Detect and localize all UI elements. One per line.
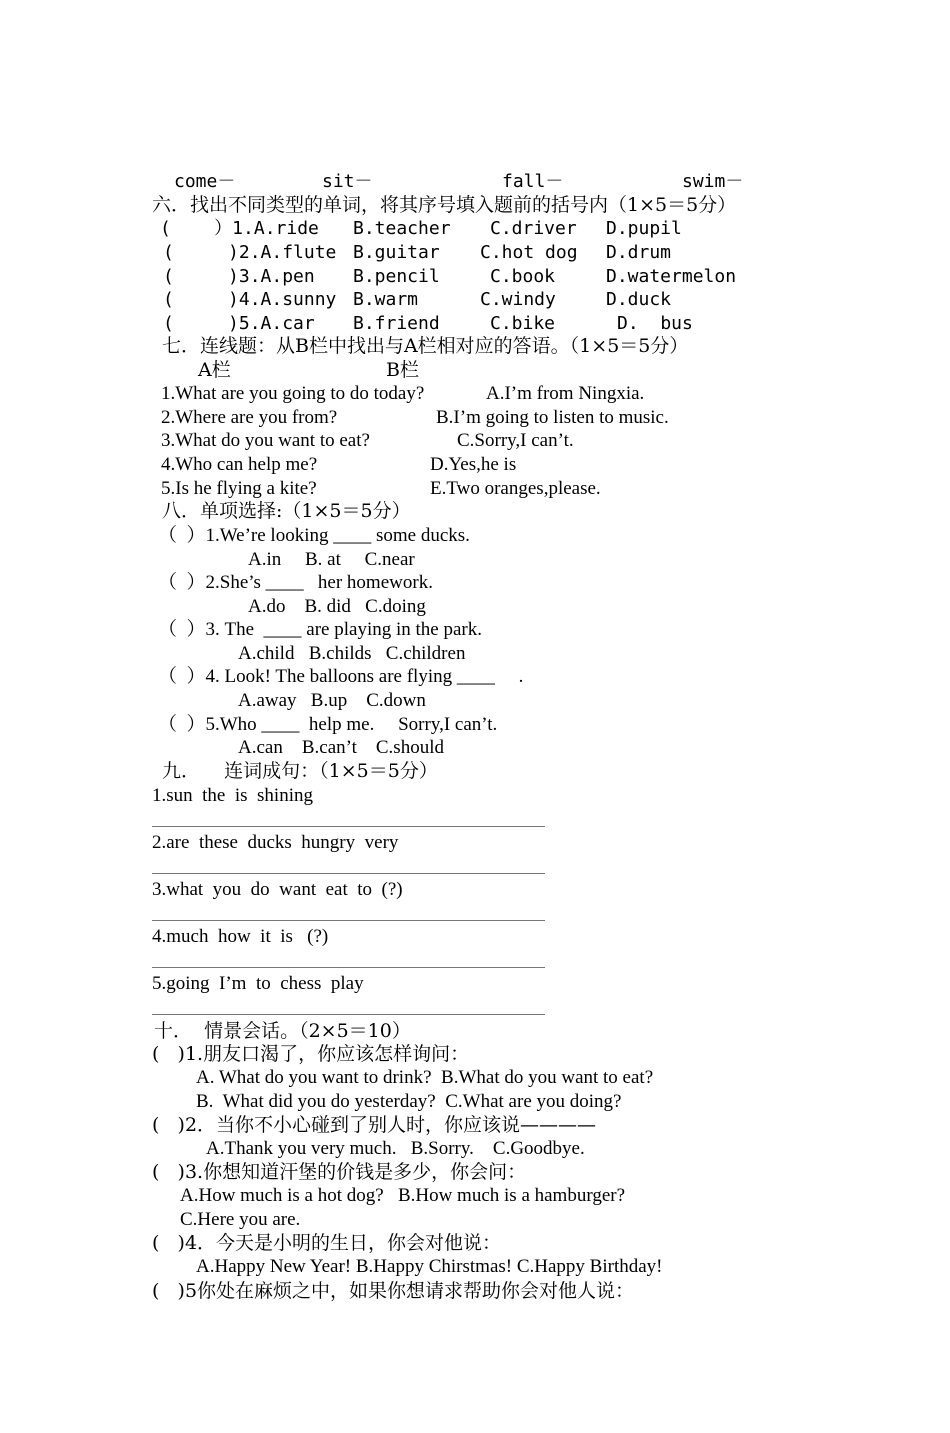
match-question: 4.Who can help me?	[161, 454, 318, 475]
choice-question: （ ）5.Who ____ help me. Sorry,I can’t.	[158, 714, 498, 735]
match-question: 1.What are you going to do today?	[161, 383, 425, 404]
sec6-q4-b: B.warm	[353, 289, 419, 310]
column-a-header: A栏	[198, 359, 231, 381]
sec6-q1-c: C.driver	[490, 218, 577, 239]
dialogue-options: A.Happy New Year! B.Happy Chirstmas! C.Happy Birthday!	[196, 1256, 663, 1277]
match-answer: B.I’m going to listen to music.	[436, 407, 669, 428]
sec6-q2-a: ( )2.A.flute	[163, 242, 337, 263]
sentence-item: 5.going I’m to chess play	[152, 973, 364, 994]
sec6-q3-b: B.pencil	[353, 266, 440, 287]
dialogue-options: A. What do you want to drink? B.What do you want to eat?	[196, 1067, 654, 1088]
section-8-title: 八．单项选择:（1×5＝5分）	[162, 500, 411, 522]
sec6-q4-d: D.duck	[606, 289, 672, 310]
match-answer: C.Sorry,I can’t.	[457, 430, 574, 451]
answer-line[interactable]	[152, 1014, 545, 1015]
sec6-q3-a: ( )3.A.pen	[163, 266, 315, 287]
sentence-item: 4.much how it is (?)	[152, 926, 329, 947]
sec6-q3-d: D.watermelon	[606, 266, 737, 287]
verb-sit: sit－	[322, 171, 373, 192]
match-question: 5.Is he flying a kite?	[161, 478, 317, 499]
match-answer: E.Two oranges,please.	[430, 478, 601, 499]
verb-come: come－	[174, 171, 236, 192]
dialogue-question: ( )4．今天是小明的生日，你会对他说：	[152, 1232, 502, 1254]
sentence-item: 2.are these ducks hungry very	[152, 832, 399, 853]
sec6-q2-c: C.hot dog	[480, 242, 578, 263]
answer-line[interactable]	[152, 826, 545, 827]
verb-fall: fall－	[502, 171, 564, 192]
verb-swim: swim－	[682, 171, 744, 192]
answer-line[interactable]	[152, 873, 545, 874]
section-9-title: 九． 连词成句：（1×5＝5分）	[162, 760, 438, 782]
sec6-q5-d: D. bus	[617, 313, 693, 334]
sec6-q2-d: D.drum	[606, 242, 672, 263]
column-b-header: B栏	[386, 359, 419, 381]
sec6-q5-b: B.friend	[353, 313, 440, 334]
sentence-item: 1.sun the is shining	[152, 785, 313, 806]
match-question: 2.Where are you from?	[161, 407, 338, 428]
choice-question: （ ）3. The ____ are playing in the park.	[158, 619, 482, 640]
choice-options: A.can B.can’t C.should	[238, 737, 444, 758]
dialogue-question: ( )1.朋友口渴了，你应该怎样询问：	[152, 1043, 470, 1065]
sec6-q4-c: C.windy	[480, 289, 556, 310]
dialogue-options: C.Here you are.	[180, 1209, 301, 1230]
choice-question: （ ）4. Look! The balloons are flying ____ .	[158, 666, 524, 687]
dialogue-question: ( )5你处在麻烦之中，如果你想请求帮助你会对他人说：	[152, 1280, 635, 1302]
sec6-q2-b: B.guitar	[353, 242, 440, 263]
sec6-q1-d: D.pupil	[606, 218, 682, 239]
dialogue-options: A.How much is a hot dog? B.How much is a hamburger?	[180, 1185, 626, 1206]
dialogue-question: ( )3.你想知道汗堡的价钱是多少，你会问：	[152, 1161, 527, 1183]
choice-question: （ ）1.We’re looking ____ some ducks.	[158, 525, 470, 546]
choice-options: A.child B.childs C.children	[238, 643, 466, 664]
dialogue-options: B. What did you do yesterday? C.What are you doing?	[196, 1091, 622, 1112]
dialogue-options: A.Thank you very much. B.Sorry. C.Goodbye.	[206, 1138, 585, 1159]
choice-question: （ ）2.She’s ____ her homework.	[158, 572, 433, 593]
section-10-title: 十． 情景会话。（2×5＝10）	[154, 1020, 411, 1042]
answer-line[interactable]	[152, 920, 545, 921]
sec6-q5-a: ( )5.A.car	[163, 313, 315, 334]
sec6-q1-b: B.teacher	[353, 218, 451, 239]
choice-options: A.away B.up C.down	[238, 690, 426, 711]
choice-options: A.in B. at C.near	[248, 549, 415, 570]
match-question: 3.What do you want to eat?	[161, 430, 370, 451]
sentence-item: 3.what you do want eat to (?)	[152, 879, 403, 900]
match-answer: D.Yes,he is	[430, 454, 517, 475]
answer-line[interactable]	[152, 967, 545, 968]
dialogue-question: ( )2．当你不小心碰到了别人时，你应该说————	[152, 1114, 597, 1136]
sec6-q4-a: ( )4.A.sunny	[163, 289, 337, 310]
section-6-title: 六．找出不同类型的单词，将其序号填入题前的括号内（1×5＝5分）	[152, 194, 737, 216]
section-7-title: 七．连线题：从B栏中找出与A栏相对应的答语。（1×5＝5分）	[162, 335, 689, 357]
sec6-q3-c: C.book	[490, 266, 556, 287]
sec6-q5-c: C.bike	[490, 313, 556, 334]
choice-options: A.do B. did C.doing	[248, 596, 426, 617]
match-answer: A.I’m from Ningxia.	[486, 383, 645, 404]
sec6-q1-a: ( ）1.A.ride	[160, 218, 319, 239]
